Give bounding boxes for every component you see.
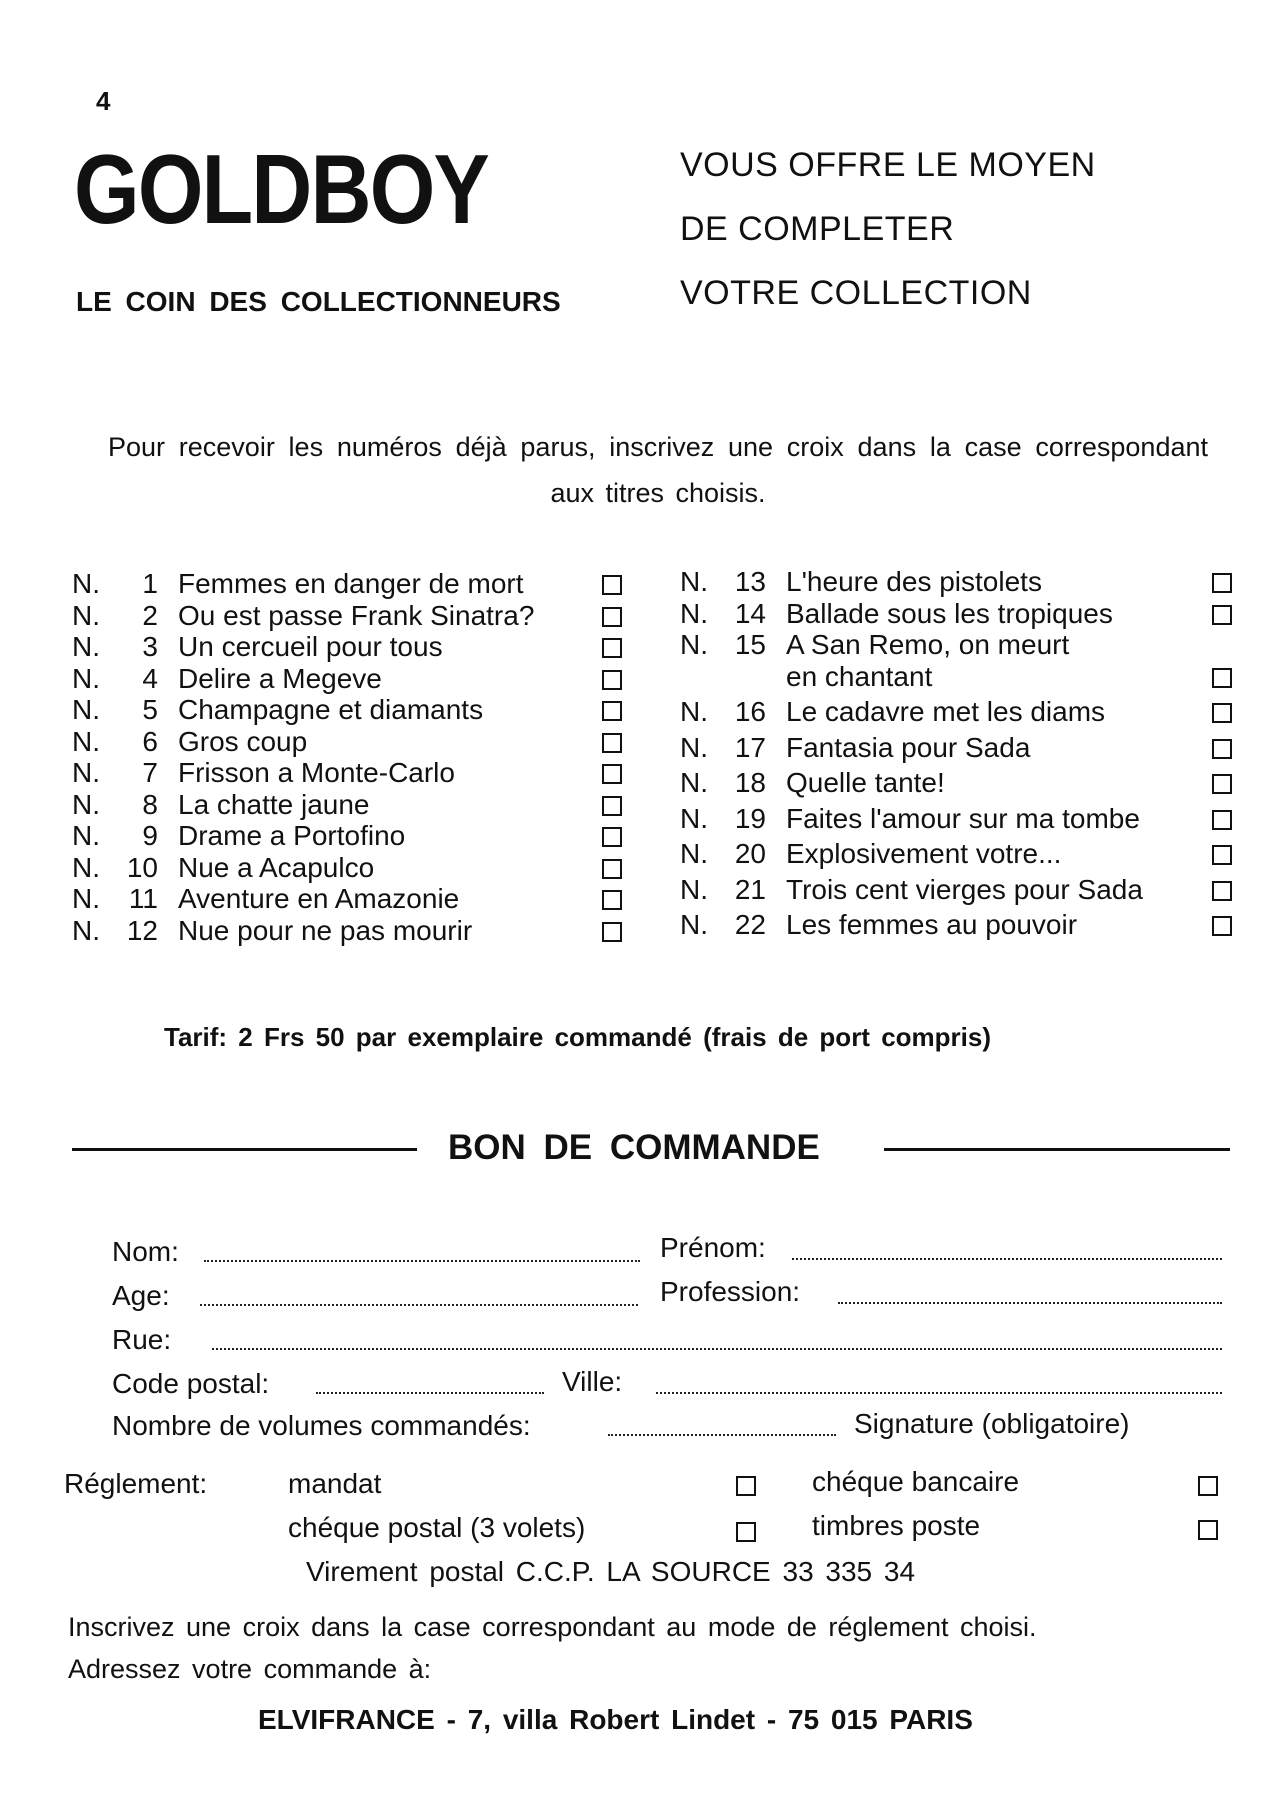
issue-checkbox[interactable] [602, 796, 622, 816]
issue-title: La chatte jaune [178, 788, 370, 820]
issue-number [680, 838, 766, 870]
issue-num: 22 [734, 909, 766, 940]
issue-title: Aventure en Amazonie [178, 883, 460, 914]
offer-line-3: VOTRE COLLECTION [680, 274, 1032, 312]
issue-checkbox[interactable] [1212, 573, 1232, 593]
issue-prefix: N. [680, 838, 708, 869]
catalog-item [72, 631, 632, 663]
issue-title: L'heure des pistolets [786, 566, 1042, 597]
prenom-label: Prénom: [660, 1232, 766, 1263]
ville-field[interactable] [656, 1392, 1222, 1394]
issue-title: Drame a Portofino [178, 820, 406, 851]
payment-checkbox-cheque-bancaire[interactable] [1198, 1476, 1218, 1496]
issue-title: Femmes en danger de mort [178, 568, 524, 599]
issue-num: 5 [142, 694, 158, 725]
issue-checkbox[interactable] [602, 859, 622, 879]
issue-number [72, 631, 158, 663]
catalog-item [680, 732, 1240, 768]
issue-title: Frisson a Monte-Carlo [178, 757, 455, 788]
issue-prefix: N. [680, 696, 708, 727]
issue-prefix: N. [680, 629, 708, 660]
send-instruction: Adressez votre commande à: [68, 1654, 432, 1684]
catalog-item [680, 909, 1240, 945]
payment-instruction: Inscrivez une croix dans la case correspondant au mode de réglement choisi. [68, 1612, 1037, 1642]
issue-num: 7 [142, 757, 158, 788]
issue-num: 1 [142, 568, 158, 599]
catalog-item [680, 838, 1240, 874]
intro-text: Pour recevoir les numéros déjà parus, inscrivez une croix dans la case correspondant aux titres choisis. [108, 432, 1208, 508]
issue-checkbox[interactable] [602, 607, 622, 627]
volumes-label: Nombre de volumes commandés: [112, 1410, 531, 1441]
catalog-item [680, 696, 1240, 732]
issue-checkbox[interactable] [602, 890, 622, 910]
issue-number [680, 767, 766, 799]
issue-num: 15 [734, 629, 766, 660]
issue-title: Fantasia pour Sada [786, 731, 1031, 763]
issue-num: 21 [734, 873, 766, 905]
issue-number [680, 598, 766, 630]
issue-num: 12 [126, 914, 158, 946]
issue-checkbox[interactable] [1212, 739, 1232, 759]
issue-number [72, 568, 158, 600]
issue-prefix: N. [72, 599, 100, 631]
payment-checkbox-timbres[interactable] [1198, 1520, 1218, 1540]
issue-prefix: N. [680, 597, 708, 629]
volumes-field[interactable] [608, 1434, 836, 1436]
issue-prefix: N. [72, 694, 100, 725]
issue-num: 2 [142, 599, 158, 631]
issue-number [680, 909, 766, 941]
issue-checkbox[interactable] [602, 764, 622, 784]
issue-prefix: N. [72, 851, 100, 883]
issue-number [72, 883, 158, 915]
catalog-item [72, 663, 632, 695]
issue-checkbox[interactable] [1212, 916, 1232, 936]
catalog-item [680, 566, 1240, 598]
issue-checkbox[interactable] [1212, 881, 1232, 901]
issue-prefix: N. [680, 909, 708, 940]
tariff-text: Tarif: 2 Frs 50 par exemplaire commandé (frais de port compris) [164, 1022, 991, 1052]
issue-prefix: N. [680, 731, 708, 763]
postal-address: ELVIFRANCE - 7, villa Robert Lindet - 75 015 PARIS [258, 1704, 973, 1735]
issue-number [72, 726, 158, 758]
issue-title: Quelle tante! [786, 767, 945, 798]
issue-title: Explosivement votre... [786, 838, 1062, 869]
issue-checkbox[interactable] [602, 827, 622, 847]
issue-num: 9 [142, 820, 158, 851]
issue-num: 3 [142, 631, 158, 662]
issue-checkbox[interactable] [602, 922, 622, 942]
issue-num: 13 [734, 566, 766, 597]
catalog-left-column [72, 568, 632, 946]
catalog-item [680, 767, 1240, 803]
issue-title: Les femmes au pouvoir [786, 909, 1078, 940]
offer-line-2: DE COMPLETER [680, 210, 955, 248]
issue-number [72, 757, 158, 789]
issue-number [72, 600, 158, 632]
catalog-item [680, 803, 1240, 839]
issue-checkbox[interactable] [1212, 668, 1232, 688]
issue-number [680, 566, 766, 598]
page-number: 4 [96, 86, 111, 116]
rue-field[interactable] [212, 1348, 1222, 1350]
catalog-item [72, 915, 632, 947]
issue-checkbox[interactable] [1212, 810, 1232, 830]
age-label: Age: [112, 1280, 170, 1311]
ville-label: Ville: [562, 1366, 623, 1397]
payment-checkbox-cheque-postal[interactable] [736, 1522, 756, 1542]
issue-title: Ballade sous les tropiques [786, 597, 1113, 629]
issue-title: Gros coup [178, 725, 308, 757]
issue-num: 4 [142, 662, 158, 694]
issue-title: Nue pour ne pas mourir [178, 914, 473, 946]
catalog-item [72, 726, 632, 758]
payment-label: Réglement: [64, 1468, 208, 1499]
issue-prefix: N. [72, 631, 100, 662]
payment-checkbox-mandat[interactable] [736, 1476, 756, 1496]
issue-checkbox[interactable] [602, 701, 622, 721]
issue-number [680, 874, 766, 906]
catalog-item [72, 568, 632, 600]
heading-rule-left [72, 1148, 417, 1151]
age-field[interactable] [200, 1304, 638, 1306]
section-subtitle: LE COIN DES COLLECTIONNEURS [76, 286, 561, 317]
nom-field[interactable] [204, 1260, 640, 1262]
issue-prefix: N. [680, 767, 708, 798]
issue-checkbox[interactable] [1212, 605, 1232, 625]
issue-prefix: N. [72, 788, 100, 820]
issue-number [72, 694, 158, 726]
catalog-item [72, 757, 632, 789]
offer-line-1: VOUS OFFRE LE MOYEN [680, 146, 1096, 184]
issue-title-continuation: en chantant [786, 660, 933, 692]
catalog-item [72, 600, 632, 632]
issue-title: Faites l'amour sur ma tombe [786, 802, 1140, 834]
issue-title: Champagne et diamants [178, 694, 484, 725]
catalog-item [72, 694, 632, 726]
catalog-item [72, 883, 632, 915]
issue-prefix: N. [72, 757, 100, 788]
issue-num: 16 [734, 696, 766, 727]
brand-title: GOLDBOY [74, 134, 489, 244]
code-postal-field[interactable] [316, 1392, 544, 1394]
payment-option-label: chéque postal (3 volets) [288, 1512, 586, 1543]
issue-checkbox[interactable] [602, 670, 622, 690]
transfer-details: Virement postal C.C.P. LA SOURCE 33 335 34 [306, 1556, 916, 1587]
profession-field[interactable] [838, 1302, 1222, 1304]
issue-checkbox[interactable] [1212, 703, 1232, 723]
issue-num: 11 [128, 883, 158, 914]
issue-prefix: N. [72, 883, 100, 914]
issue-number [680, 803, 766, 835]
issue-title: Le cadavre met les diams [786, 696, 1106, 727]
issue-checkbox[interactable] [602, 733, 622, 753]
issue-num: 17 [734, 731, 766, 763]
catalog-item [72, 789, 632, 821]
issue-number [680, 629, 766, 661]
issue-number [72, 852, 158, 884]
profession-label: Profession: [660, 1276, 801, 1307]
issue-checkbox[interactable] [602, 638, 622, 658]
heading-rule-right [884, 1148, 1230, 1151]
catalog-item [680, 598, 1240, 630]
issue-prefix: N. [680, 566, 708, 597]
issue-number [72, 663, 158, 695]
issue-prefix: N. [680, 802, 708, 834]
issue-number [680, 732, 766, 764]
issue-prefix: N. [72, 662, 100, 694]
catalog-item [680, 629, 1240, 661]
issue-title: Delire a Megeve [178, 662, 382, 694]
issue-title: Un cercueil pour tous [178, 631, 443, 662]
issue-title: Nue a Acapulco [178, 851, 375, 883]
issue-title: Trois cent vierges pour Sada [786, 873, 1143, 905]
issue-prefix: N. [72, 914, 100, 946]
issue-number [72, 915, 158, 947]
issue-num: 18 [734, 767, 766, 798]
issue-checkbox[interactable] [1212, 774, 1232, 794]
issue-prefix: N. [680, 873, 708, 905]
nom-label: Nom: [112, 1236, 179, 1267]
issue-num: 14 [734, 597, 766, 629]
payment-option-label: chéque bancaire [812, 1466, 1020, 1497]
issue-title: Ou est passe Frank Sinatra? [178, 599, 535, 631]
issue-number [72, 820, 158, 852]
issue-num: 8 [142, 788, 158, 820]
issue-num: 10 [126, 851, 158, 883]
issue-checkbox[interactable] [1212, 845, 1232, 865]
issue-number [680, 696, 766, 728]
signature-label: Signature (obligatoire) [854, 1408, 1130, 1439]
rue-label: Rue: [112, 1324, 172, 1355]
issue-prefix: N. [72, 725, 100, 757]
catalog-item [680, 874, 1240, 910]
issue-num: 6 [142, 725, 158, 757]
payment-option-label: timbres poste [812, 1510, 981, 1541]
issue-title: A San Remo, on meurt [786, 629, 1070, 660]
catalog-item-continuation [680, 661, 1240, 697]
payment-option-label: mandat [288, 1468, 382, 1499]
issue-prefix: N. [72, 568, 100, 599]
issue-checkbox[interactable] [602, 575, 622, 595]
catalog-right-column [680, 566, 1240, 945]
issue-num: 20 [734, 838, 766, 869]
issue-prefix: N. [72, 820, 100, 851]
order-form-heading: BON DE COMMANDE [448, 1128, 820, 1167]
catalog-item [72, 820, 632, 852]
catalog-item [72, 852, 632, 884]
prenom-field[interactable] [792, 1258, 1222, 1260]
code-postal-label: Code postal: [112, 1368, 270, 1399]
issue-num: 19 [734, 802, 766, 834]
issue-number [72, 789, 158, 821]
